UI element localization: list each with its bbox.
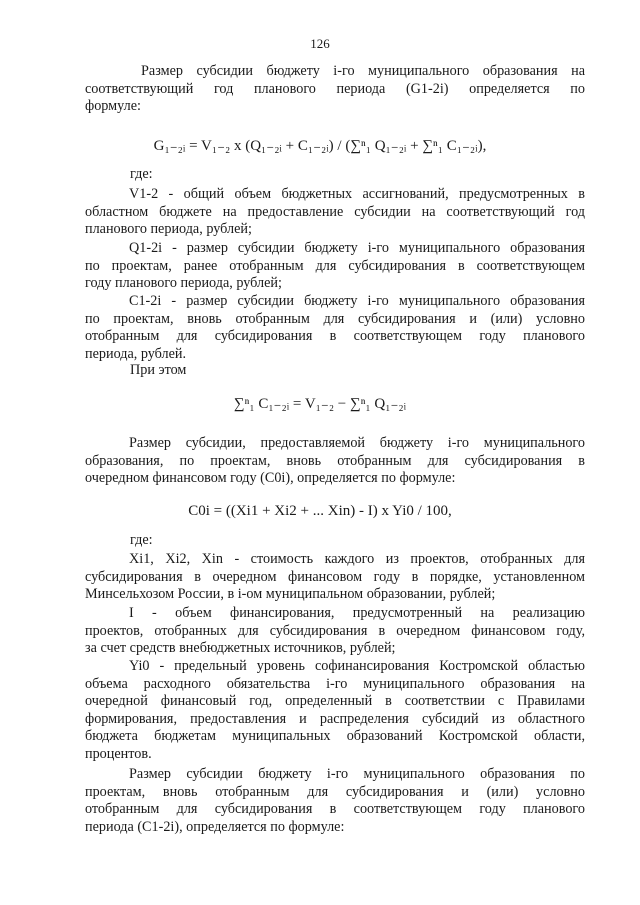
formula-g: G₁₋₂ᵢ = V₁₋₂ x (Q₁₋₂ᵢ + C₁₋₂ᵢ) / (∑ⁿ₁ Q₁₋₂ᵢ + ∑ⁿ₁ C₁₋₂ᵢ), (153, 138, 487, 154)
definition-i (85, 605, 585, 658)
text-line: формуле: (85, 98, 141, 114)
text-line: C1-2i - размер субсидии бюджету i-го муниципального образования (129, 293, 585, 309)
intro-paragraph (85, 63, 585, 116)
text-line: за счет средств внебюджетных источников, рублей; (85, 640, 396, 656)
formula-c-sum: ∑ⁿ₁ C₁₋₂ᵢ = V₁₋₂ − ∑ⁿ₁ Q₁₋₂ᵢ (233, 396, 407, 412)
text-line: году планового периода, рублей; (85, 275, 282, 291)
text-line: проектов, отобранных для субсидирования в очередном финансовом году, (85, 622, 585, 639)
text-line: по проектам, ранее отобранным для субсидирования в соответствующем (85, 257, 585, 274)
definition-q (85, 240, 585, 293)
text-line: Минсельхозом России, в i-ом муниципальном образовании, рублей; (85, 586, 496, 602)
text-line: субсидирования в очередном финансовом году в порядке, установленном (85, 568, 585, 585)
text-line: периода (C1-2i), определяется по формуле: (85, 818, 345, 835)
definition-x (85, 551, 585, 604)
text-line: процентов. (85, 745, 152, 762)
text-line: Yi0 - предельный уровень софинансирования Костромской областью (129, 658, 585, 674)
text-line: Размер субсидии бюджету i-го муниципального образования на (141, 63, 585, 79)
text-line: очередной финансовый год, определенный в соответствии с Правилами (85, 693, 585, 709)
paragraph-c0 (85, 435, 585, 488)
text-line: Xi1, Xi2, Xin - стоимость каждого из проектов, отобранных для (129, 551, 585, 567)
text-line: отобранным для субсидирования в соответствующем году планового (85, 801, 585, 817)
definition-c (85, 293, 585, 363)
text-line: бюджета бюджетам муниципальных образований Костромской области, (85, 728, 585, 744)
paragraph-last (85, 766, 585, 836)
text-line: планового периода, рублей; (85, 221, 252, 237)
text-line: формирования, предоставления и распределения субсидий из областного (85, 710, 585, 727)
where-label: где: (130, 166, 153, 182)
text-line: отобранным для субсидирования в соответствующем году планового (85, 328, 585, 344)
text-line: соответствующий год планового периода (G1-2i) определяется по (85, 80, 585, 97)
pri-etom-label: При этом (130, 362, 187, 378)
text-line: Q1-2i - размер субсидии бюджету i-го муниципального образования (129, 240, 585, 256)
text-line: областном бюджете на предоставление субсидии на соответствующий год (85, 203, 585, 220)
text-line: V1-2 - общий объем бюджетных ассигнований, предусмотренных в (129, 186, 585, 202)
text-line: Размер субсидии бюджету i-го муниципального образования по (129, 766, 585, 782)
where-label-2: где: (130, 532, 153, 548)
text-line: образования, по проектам, вновь отобранным для субсидирования в (85, 452, 585, 469)
text-line: объема расходного обязательства i-го муниципального образования на (85, 675, 585, 692)
text-line: Размер субсидии, предоставляемой бюджету i-го муниципального (129, 435, 585, 451)
text-line: периода, рублей. (85, 345, 187, 362)
definition-v (85, 186, 585, 239)
definition-y (85, 658, 585, 763)
text-line: I - объем финансирования, предусмотренный на реализацию (129, 605, 585, 621)
page-number: 126 (310, 36, 330, 51)
text-line: проектам, вновь отобранным для субсидирования и (или) условно (85, 783, 585, 800)
text-line: по проектам, вновь отобранным для субсидирования и (или) условно (85, 310, 585, 327)
text-line: очередном финансовом году (C0i), определяется по формуле: (85, 470, 456, 486)
formula-c0: C0i = ((Xi1 + Xi2 + ... Xin) - I) x Yi0 / 100, (188, 503, 452, 519)
